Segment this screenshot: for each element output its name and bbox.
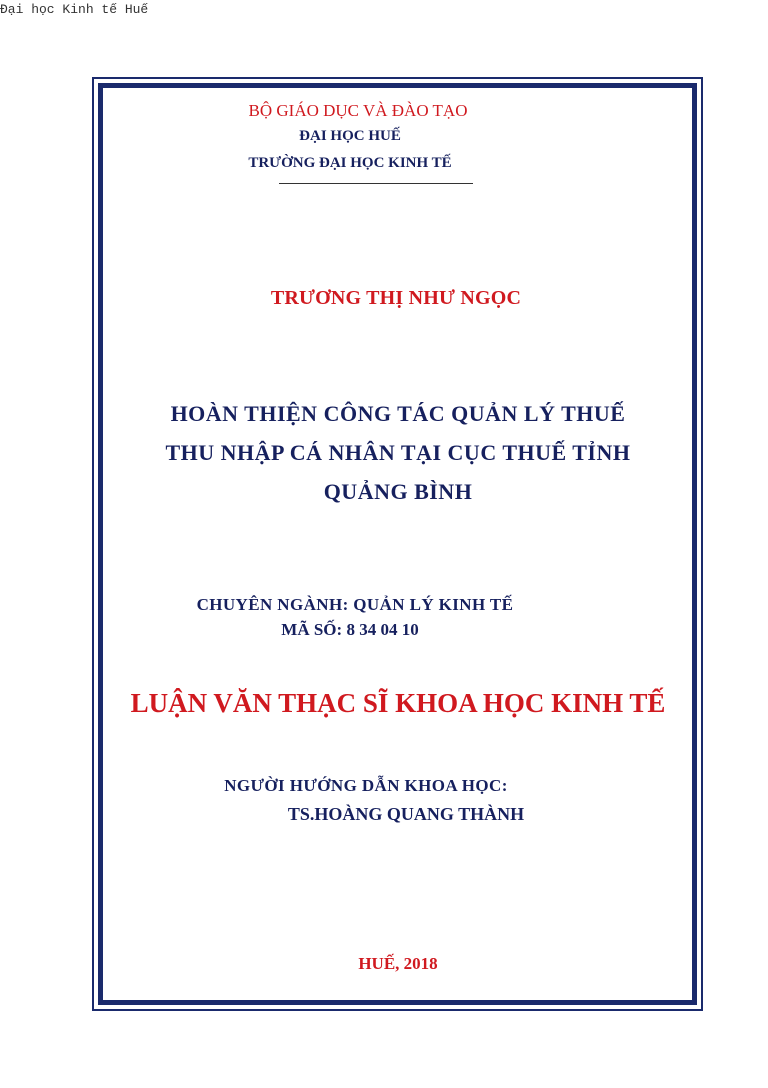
university-name: ĐẠI HỌC HUẾ (299, 128, 401, 144)
author-name: TRƯƠNG THỊ NHƯ NGỌC (270, 287, 522, 309)
thesis-title-line-3: QUẢNG BÌNH (323, 479, 473, 504)
advisor-name: TS.HOÀNG QUANG THÀNH (287, 804, 525, 824)
watermark-text: Đại học Kinh tế Huế (0, 2, 149, 17)
major-label: CHUYÊN NGÀNH: QUẢN LÝ KINH TẾ (196, 595, 514, 614)
college-name: TRƯỜNG ĐẠI HỌC KINH TẾ (248, 155, 452, 171)
ministry-name: BỘ GIÁO DỤC VÀ ĐÀO TẠO (248, 101, 468, 120)
thesis-title-line-2: THU NHẬP CÁ NHÂN TẠI CỤC THUẾ TỈNH (165, 440, 631, 465)
major-code: MÃ SỐ: 8 34 04 10 (281, 620, 419, 639)
advisor-label: NGƯỜI HƯỚNG DẪN KHOA HỌC: (224, 776, 508, 795)
header-divider (279, 183, 473, 184)
place-year: HUẾ, 2018 (358, 954, 438, 973)
thesis-title-line-1: HOÀN THIỆN CÔNG TÁC QUẢN LÝ THUẾ (170, 401, 626, 426)
degree-title: LUẬN VĂN THẠC SĨ KHOA HỌC KINH TẾ (130, 688, 666, 718)
page-border-inner (98, 83, 697, 1005)
